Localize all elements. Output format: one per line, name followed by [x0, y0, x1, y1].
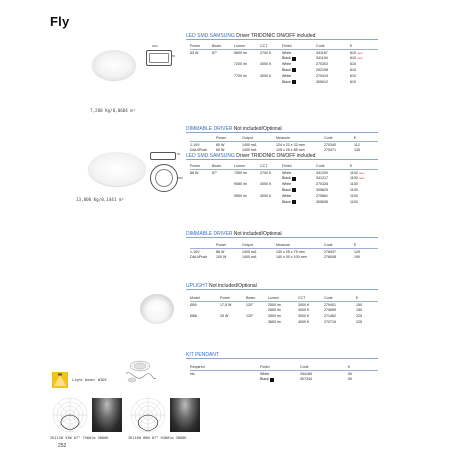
cell-output: 1400 mA: [242, 255, 257, 260]
cell-code: 270340: [324, 142, 336, 147]
cell-measure: 140 x 30 x 100 mm: [276, 255, 307, 260]
black-swatch: [292, 80, 296, 84]
col-header: €: [350, 43, 352, 48]
finish-label: White: [282, 50, 292, 55]
cell-required: No: [190, 371, 195, 376]
cell-code: 270319: [316, 73, 328, 78]
col-header: Measure: [276, 135, 290, 140]
cell-power: [220, 319, 246, 325]
black-swatch: [292, 200, 296, 204]
section-title-blue: UPLIGHT: [186, 283, 208, 289]
col-header: Finish: [282, 163, 292, 168]
cell-beam: 120°: [246, 302, 254, 307]
mass-volume: 13,800 Kg/0,1441 m³: [76, 197, 124, 202]
cell-power: [190, 199, 212, 205]
cell-beam: [212, 79, 234, 85]
section-title-dark: Not included/Optional: [233, 126, 282, 132]
cell-code: 279659: [324, 308, 336, 313]
cell-code: 307344: [300, 377, 312, 382]
cell-beam: 120°: [246, 314, 254, 319]
divider: [186, 289, 378, 290]
col-header: Required: [190, 364, 205, 369]
cell-price: [350, 79, 378, 85]
col-header: Code: [324, 295, 333, 300]
cell-measure: 124 x 23 x 32 mm: [276, 142, 305, 147]
dimension-drawing-large: [150, 152, 184, 192]
cell-type: 1-10V: [190, 249, 200, 254]
section-title-dark: Driver TRIDONIC ON/OFF included: [236, 153, 316, 159]
price: 610: [350, 56, 356, 61]
finish-label: Black: [282, 199, 291, 204]
black-swatch: [292, 57, 296, 61]
product-table: [190, 163, 378, 205]
cell-cct: 3000 K: [260, 62, 272, 67]
cell-price: 225: [356, 320, 362, 325]
mass-volume: 7,280 Kg/0,0684 m³: [90, 108, 136, 113]
finish-label: Black: [282, 176, 291, 181]
dimension-height: 50: [177, 152, 181, 156]
cell-code: 254189: [300, 371, 312, 376]
black-swatch: [270, 378, 274, 382]
cell-code: 305612: [316, 79, 328, 84]
col-header: Lumen: [234, 163, 245, 168]
table-row: [190, 319, 378, 325]
cell-lumen: 3650 lm: [268, 320, 281, 325]
section-title-blue: LED SMD SAMSUNG: [186, 153, 235, 159]
cell-code: 270302: [316, 62, 328, 67]
col-header: Finish: [260, 364, 270, 369]
cell-cct: [260, 79, 282, 85]
col-header: €: [350, 163, 352, 168]
photometric-polar-drawing: [128, 396, 168, 434]
cell-measure: 125 x 25 x 85 mm: [276, 148, 305, 153]
finish-label: White: [282, 62, 292, 67]
divider: [186, 358, 378, 359]
cell-price: 190: [354, 255, 360, 260]
cell-code: 276008: [324, 255, 336, 260]
cell-code: 279401: [324, 302, 336, 307]
col-header: Output: [242, 242, 253, 247]
col-header: Power: [190, 43, 201, 48]
price: 610: [350, 79, 356, 84]
finish-label: Black: [282, 188, 291, 193]
cell-code: 270719: [324, 320, 336, 325]
cell-power: 25 W: [220, 314, 229, 319]
cell-cct: 4000 K: [298, 320, 310, 325]
light-photo-left: [92, 398, 122, 432]
cell-lumen: 2500 lm: [268, 302, 281, 307]
price: 610: [350, 50, 356, 55]
col-header: Measure: [276, 242, 290, 247]
col-header: Code: [324, 135, 333, 140]
cell-code: 276937: [324, 249, 336, 254]
cell-cct: 3000 K: [298, 314, 310, 319]
cell-type: DALI/Push: [190, 148, 208, 153]
cell-beam: [246, 319, 268, 325]
finish-label: White: [260, 371, 270, 376]
black-swatch: [292, 188, 296, 192]
cell-output: 1400 mA: [242, 148, 257, 153]
cell-required: [190, 377, 260, 383]
cell-power: 88 W: [216, 249, 225, 254]
cell-finish: [282, 79, 316, 85]
photometric-diagram-right: [128, 396, 168, 434]
price: 1100: [350, 170, 358, 175]
price: 1100: [350, 193, 358, 198]
black-swatch: [292, 68, 296, 72]
dimension-height: 50: [172, 54, 176, 58]
driver-table: [190, 135, 378, 153]
price: 610: [350, 68, 356, 73]
cell-lumen: 9550 lm: [234, 193, 247, 198]
light-photo-right: [170, 398, 200, 432]
cell-price: 112: [354, 142, 360, 147]
black-swatch: [292, 177, 296, 181]
dimension-drawing-small: [146, 44, 180, 70]
divider: [186, 39, 378, 40]
cell-power: 17,5 W: [220, 302, 232, 307]
finish-label: White: [282, 73, 292, 78]
cell-cct: 4000 K: [298, 308, 310, 313]
col-header: Output: [242, 135, 253, 140]
cell-type: DALI/Push: [190, 255, 208, 260]
col-header: Code: [316, 43, 325, 48]
cell-lumen: [234, 79, 260, 85]
caption-left: IK1130 53W 87° 7500lm 3000K: [50, 436, 109, 440]
col-header: Model: [190, 295, 200, 300]
cell-price: 50: [348, 371, 352, 376]
section-title-dark: Not included/Optional: [233, 231, 282, 237]
section-title-blue: LED SMD SAMSUNG: [186, 33, 235, 39]
cell-price: 125: [354, 249, 360, 254]
col-header: Code: [300, 364, 309, 369]
col-header: CCT: [298, 295, 306, 300]
cell-finish: [260, 377, 300, 383]
col-header: Power: [216, 135, 227, 140]
dimension-width: Ø50: [152, 44, 158, 48]
cell-power: 60 W: [216, 142, 225, 147]
cell-output: 1400 mA: [242, 142, 257, 147]
cell-price: 225: [356, 314, 362, 319]
cell-lumen: 7700 lm: [234, 73, 247, 78]
col-header: Beam: [212, 43, 222, 48]
uplight-image: [140, 292, 176, 328]
cell-cct: 2700 K: [260, 50, 272, 55]
caption-right: IK1160 88W 87° 9480lm 3000K: [128, 436, 187, 440]
finish-label: Black: [282, 56, 291, 61]
light-beam-label: Light beam: WIDE: [72, 378, 107, 382]
cell-code: 341187: [316, 50, 328, 55]
cell-power: 100 W: [216, 255, 227, 260]
finish-label: Black: [260, 377, 269, 382]
light-beam-icon: [52, 372, 68, 388]
price: 1100: [350, 199, 358, 204]
finish-label: White: [282, 170, 292, 175]
cell-code: 271462: [324, 314, 336, 319]
pendant-table: [190, 364, 378, 382]
cell-lumen: 7200 lm: [234, 62, 247, 67]
driver-table: [190, 242, 378, 260]
cell-price: 150: [356, 302, 362, 307]
section-title-blue: KIT PENDANT: [186, 352, 219, 358]
cell-model: Ø50: [190, 302, 197, 307]
col-header: €: [356, 295, 358, 300]
divider: [186, 132, 378, 133]
col-header: Lumen: [234, 43, 245, 48]
cell-power: [190, 79, 212, 85]
cell-model: Ø88: [190, 314, 197, 319]
cell-power: 88 W: [190, 170, 199, 175]
page-number: 252: [58, 443, 67, 449]
cell-type: 1-10V: [190, 142, 200, 147]
cell-price: 50: [348, 377, 352, 382]
cell-finish: [282, 199, 316, 205]
cell-beam: 87°: [212, 170, 218, 175]
cell-cct: 4000 K: [260, 193, 272, 198]
cell-code: 341194: [316, 56, 328, 61]
price: 1100: [350, 176, 358, 181]
cell-power: 60 W: [216, 148, 225, 153]
cell-code: 292298: [316, 68, 328, 73]
table-row: [190, 199, 378, 205]
section-title-blue: DIMMABLE DRIVER: [186, 231, 233, 237]
section-title-dark: Not included/Optional: [208, 283, 257, 289]
cell-code: 270326: [316, 182, 328, 187]
section-title-blue: DIMMABLE DRIVER: [186, 126, 233, 132]
finish-label: Black: [282, 68, 291, 73]
cell-power: 53 W: [190, 50, 199, 55]
cell-cct: 4000 K: [260, 73, 272, 78]
table-row: [190, 79, 378, 85]
cell-measure: 130 x 25 x 75 mm: [276, 249, 305, 254]
col-header: Lumen: [268, 295, 279, 300]
new-badge: new: [357, 50, 363, 55]
light-beam-drawing: [52, 372, 68, 388]
cell-beam: [212, 199, 234, 205]
cell-code: 270661: [316, 193, 328, 198]
cell-lumen: 5600 lm: [234, 50, 247, 55]
cell-lumen: 2650 lm: [268, 308, 281, 313]
table-row: [190, 377, 378, 383]
cell-cct: 3000 K: [260, 182, 272, 187]
col-header: Power: [190, 163, 201, 168]
cell-cct: 3000 K: [298, 302, 310, 307]
new-badge: new: [358, 176, 365, 181]
price: 1100: [350, 188, 358, 193]
cell-price: [350, 199, 378, 205]
price: 610: [350, 73, 356, 78]
cell-model: [190, 319, 220, 325]
new-badge: new: [357, 56, 363, 61]
pendant-kit-image: [118, 354, 158, 390]
divider: [186, 159, 378, 160]
col-header: Code: [324, 242, 333, 247]
col-header: CCT: [260, 163, 268, 168]
cell-code: 270371: [324, 148, 336, 153]
dimension-width: Ø88: [177, 176, 183, 180]
uplight-table: [190, 295, 378, 325]
pendant-kit-drawing: [118, 354, 158, 390]
col-header: €: [354, 135, 356, 140]
price: 610: [350, 62, 356, 67]
cell-price: 135: [354, 148, 360, 153]
col-header: Code: [316, 163, 325, 168]
page-title: Fly: [50, 14, 70, 29]
finish-label: Black: [282, 79, 291, 84]
cell-code: 341217: [316, 176, 328, 181]
cell-lumen: 9080 lm: [234, 182, 247, 187]
product-image-small: [92, 42, 138, 88]
col-header: Beam: [212, 163, 222, 168]
photometric-polar-drawing: [50, 396, 90, 434]
cell-code: 305629: [316, 188, 328, 193]
cell-output: 1400 mA: [242, 249, 257, 254]
cell-cct: 2700 K: [260, 170, 272, 175]
cell-beam: 87°: [212, 50, 218, 55]
col-header: €: [348, 364, 350, 369]
cell-code: 305636: [316, 199, 328, 204]
cell-code: 341200: [316, 170, 328, 175]
finish-label: White: [282, 182, 292, 187]
divider: [186, 237, 378, 238]
product-table: [190, 43, 378, 85]
cell-cct: [260, 199, 282, 205]
col-header: Power: [216, 242, 227, 247]
finish-label: White: [282, 193, 292, 198]
photometric-diagram-left: [50, 396, 90, 434]
col-header: Power: [220, 295, 231, 300]
col-header: CCT: [260, 43, 268, 48]
col-header: €: [354, 242, 356, 247]
cell-lumen: 7350 lm: [234, 170, 247, 175]
new-badge: new: [358, 170, 365, 175]
cell-lumen: [234, 199, 260, 205]
price: 1100: [350, 182, 358, 187]
col-header: Beam: [246, 295, 256, 300]
cell-lumen: 3500 lm: [268, 314, 281, 319]
section-title-dark: Driver TRIDONIC ON/OFF included: [236, 33, 316, 39]
table-row: [190, 255, 378, 261]
cell-price: 150: [356, 308, 362, 313]
product-image-large: [88, 150, 146, 190]
col-header: Finish: [282, 43, 292, 48]
